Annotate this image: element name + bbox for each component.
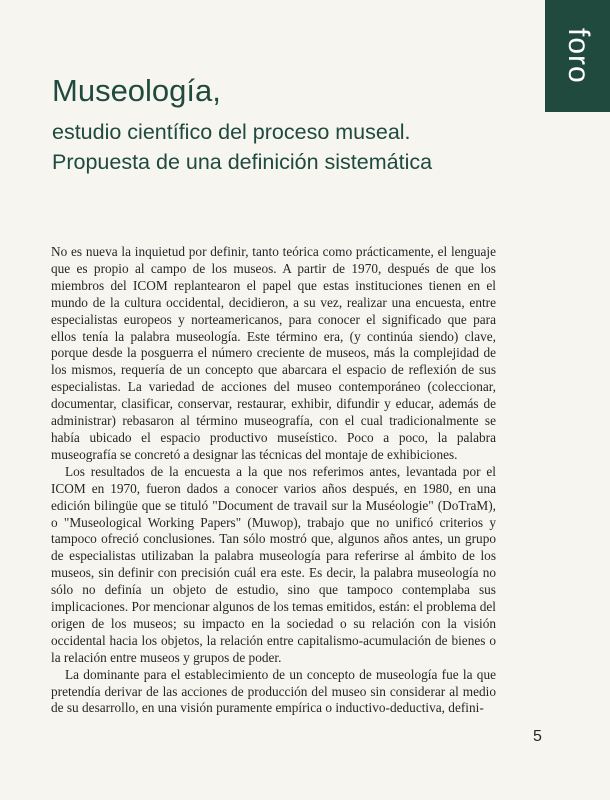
article-title: Museología, [52, 73, 221, 108]
article-subtitle [52, 117, 532, 177]
section-tab-label: foro [562, 28, 595, 84]
section-tab [545, 0, 610, 112]
subtitle-line-2: Propuesta de una definición sistemática [52, 150, 433, 174]
subtitle-line-1: estudio científico del proceso museal. [52, 120, 411, 144]
paragraph-3: La dominante para el establecimiento de un concepto de museología fue la que pretendía derivar de las acciones de producción del museo sin considerar al medio de su desarrollo, en una visión puramente empírica o inductivo-deductiva, defini- [51, 666, 496, 716]
paragraph-2: Los resultados de la encuesta a la que nos referimos antes, levantada por el ICOM en 1970, fueron dados a conocer varios años después, en 1980, en una edición bilingüe que se tituló "Document de travail sur la Muséologie" (DoTraM), o "Museological Working Papers" (Muwop), trabajo que no unificó criterios y tampoco ofreció conclusiones. Tan sólo mostró que, algunos años antes, un grupo de especialistas utilizaban la palabra museología para referirse al ámbito de los museos, sin definir con precisión cuál era este. Es decir, la palabra museología no sólo no definía un objeto de estudio, sino que tampoco contemplaba sus implicaciones. Por mencionar algunos de los temas emitidos, están: el problema del origen de los museos; su impacto en la sociedad o su relación con la visión occidental hacia los objetos, la relación entre capitalismo-acumulación de bienes o la relación entre museos y grupos de poder. [51, 463, 496, 665]
page-number: 5 [533, 728, 542, 745]
paragraph-1: No es nueva la inquietud por definir, tanto teórica como prácticamente, el lenguaje que es propio al campo de los museos. A partir de 1970, después de que los miembros del ICOM replantearon el papel que estas instituciones tienen en el mundo de la cultura occidental, decidieron, a su vez, realizar una encuesta, entre especialistas europeos y norteamericanos, para conocer el significado que para ellos tenía la palabra museología. Este término era, (y continúa siendo) clave, porque desde la posguerra el número creciente de museos, más la complejidad de los mismos, requería de un concepto que abarcara el espacio de reflexión de sus especialistas. La variedad de acciones del museo contemporáneo (coleccionar, documentar, clasificar, conservar, restaurar, exhibir, difundir y educar, además de administrar) rebasaron al término museografía, con el cual tradicionalmente se había ubicado el espacio productivo museístico. Poco a poco, la palabra museografía se concretó a designar las técnicas del montaje de exhibiciones. [51, 244, 496, 462]
article-body [51, 244, 496, 717]
